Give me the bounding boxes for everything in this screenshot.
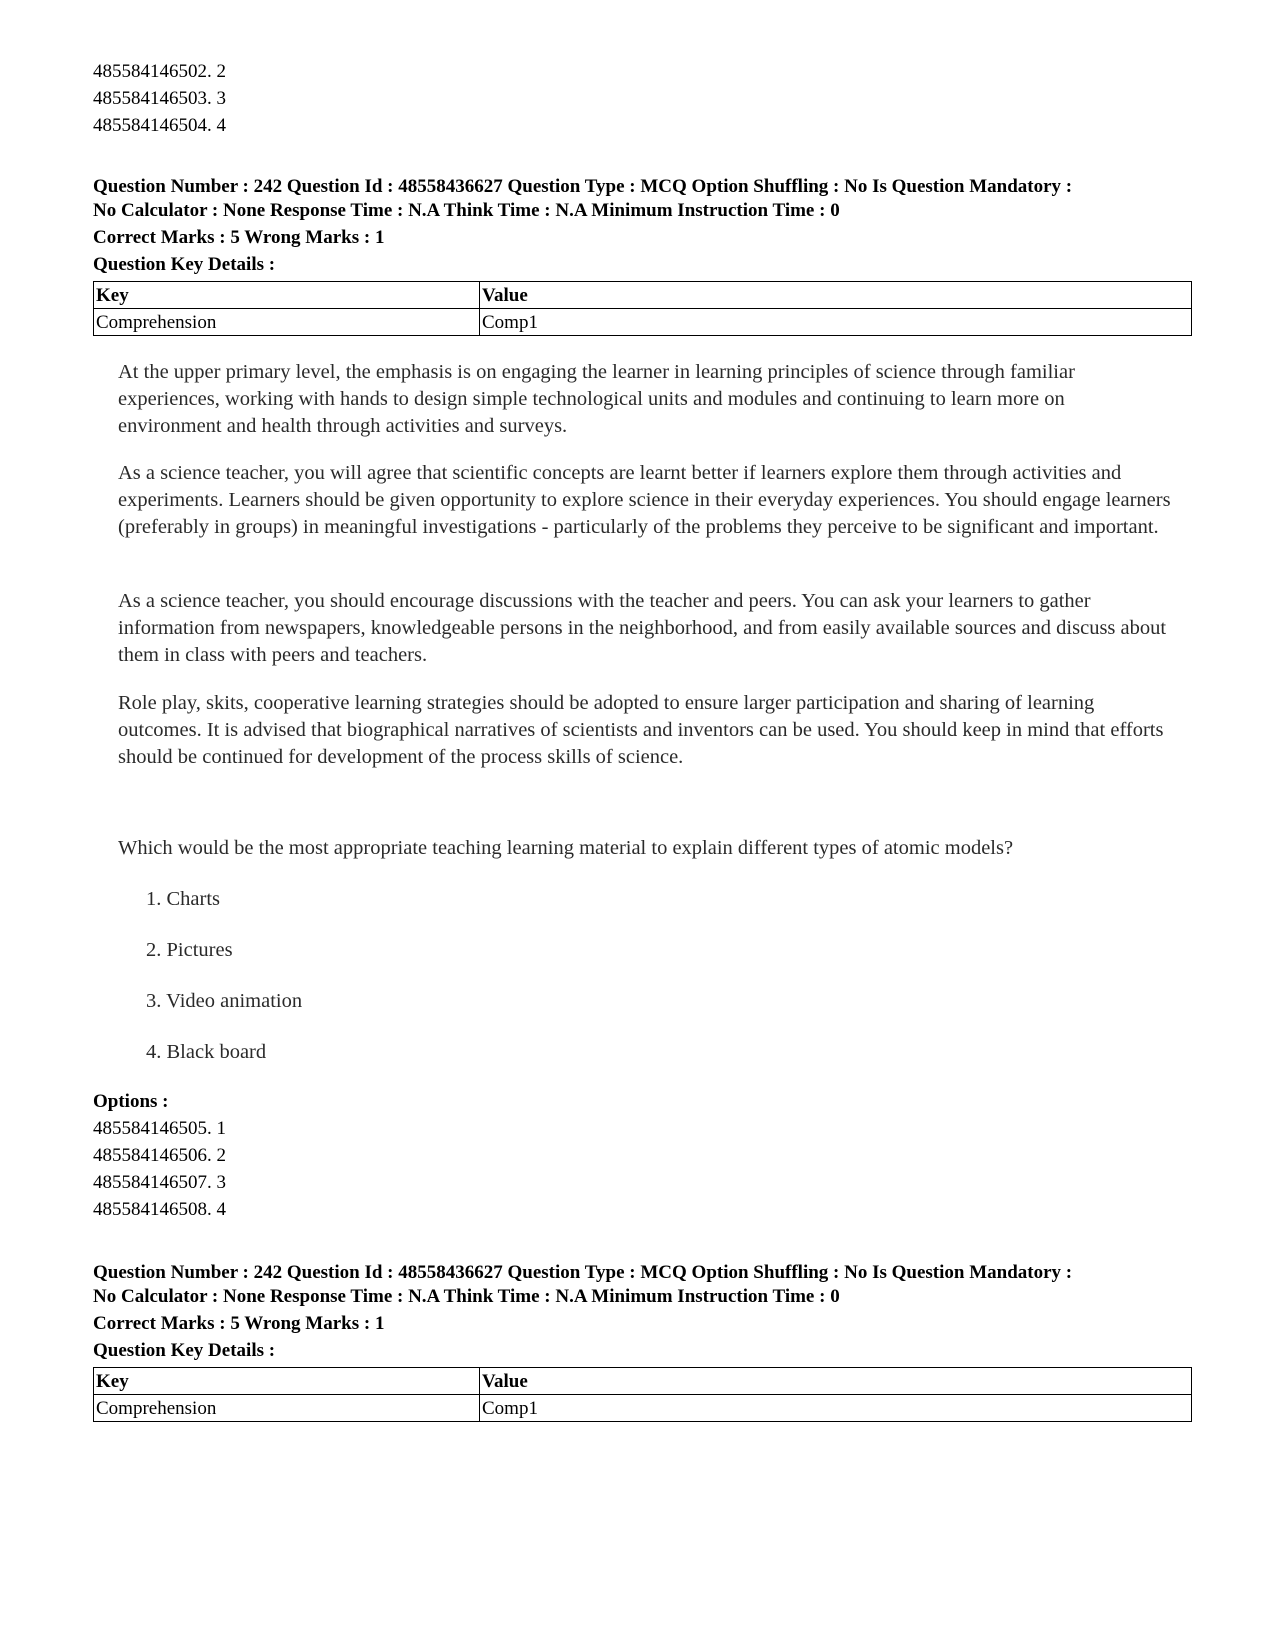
option-line: 485584146503. 3 bbox=[93, 88, 226, 109]
answer-choice: 2. Pictures bbox=[146, 939, 233, 961]
passage-paragraph: As a science teacher, you will agree that scientific concepts are learnt better if learners explore them through activities and experiments. Learners should be given opportunity to explore science in their everyday experiences. You should engage learners (preferably in groups) in meaningful investigations - particularly of the problems they perceive to be significant and important. bbox=[118, 462, 1171, 538]
option-line: 485584146505. 1 bbox=[93, 1118, 226, 1139]
question-meta-line-1: Question Number : 242 Question Id : 48558436627 Question Type : MCQ Option Shuffling : No Is Question Mandatory : bbox=[93, 1262, 1073, 1283]
key-details-label: Question Key Details : bbox=[93, 254, 276, 275]
table-header-key: Key bbox=[94, 1368, 480, 1395]
table-header-value: Value bbox=[480, 282, 1192, 309]
option-line: 485584146508. 4 bbox=[93, 1199, 226, 1220]
table-header-key: Key bbox=[94, 282, 480, 309]
question-meta-line-2: No Calculator : None Response Time : N.A Think Time : N.A Minimum Instruction Time : 0 bbox=[93, 1286, 840, 1307]
question-meta-line-1: Question Number : 242 Question Id : 48558436627 Question Type : MCQ Option Shuffling : No Is Question Mandatory : bbox=[93, 176, 1073, 197]
answer-choice: 1. Charts bbox=[146, 888, 221, 910]
answer-choice: 4. Black board bbox=[146, 1041, 267, 1063]
question-meta-line-2: No Calculator : None Response Time : N.A Think Time : N.A Minimum Instruction Time : 0 bbox=[93, 200, 840, 221]
question-meta bbox=[93, 175, 1203, 223]
marks-line: Correct Marks : 5 Wrong Marks : 1 bbox=[93, 1313, 385, 1334]
table-header-row bbox=[94, 1368, 1192, 1395]
table-header-row bbox=[94, 282, 1192, 309]
key-details-label: Question Key Details : bbox=[93, 1340, 276, 1361]
passage-paragraph: At the upper primary level, the emphasis is on engaging the learner in learning principles of science through familiar experiences, working with hands to design simple technological units and modules and continuing to learn more on environment and health through activities and surveys. bbox=[118, 361, 1075, 437]
answer-choice: 3. Video animation bbox=[146, 990, 303, 1012]
table-header-value: Value bbox=[480, 1368, 1192, 1395]
table-cell-value: Comp1 bbox=[480, 1395, 1192, 1422]
table-cell-key: Comprehension bbox=[94, 309, 480, 336]
question-meta bbox=[93, 1261, 1203, 1309]
table-row bbox=[94, 309, 1192, 336]
options-label: Options : bbox=[93, 1091, 169, 1112]
marks-line: Correct Marks : 5 Wrong Marks : 1 bbox=[93, 227, 385, 248]
key-details-table bbox=[93, 1367, 1192, 1422]
option-line: 485584146502. 2 bbox=[93, 61, 226, 82]
passage-paragraph: As a science teacher, you should encourage discussions with the teacher and peers. You can ask your learners to gather information from newspapers, knowledgeable persons in the neighborhood, and from easily available sources and discuss about them in class with peers and teachers. bbox=[118, 590, 1167, 666]
key-details-table bbox=[93, 281, 1192, 336]
table-cell-key: Comprehension bbox=[94, 1395, 480, 1422]
question-text: Which would be the most appropriate teaching learning material to explain different types of atomic models? bbox=[118, 837, 1014, 859]
table-cell-value: Comp1 bbox=[480, 309, 1192, 336]
option-line: 485584146504. 4 bbox=[93, 115, 226, 136]
table-row bbox=[94, 1395, 1192, 1422]
option-line: 485584146506. 2 bbox=[93, 1145, 226, 1166]
passage-paragraph: Role play, skits, cooperative learning strategies should be adopted to ensure larger participation and sharing of learning outcomes. It is advised that biographical narratives of scientists and inventors can be used. You should keep in mind that efforts should be continued for development of the process skills of science. bbox=[118, 692, 1164, 768]
option-line: 485584146507. 3 bbox=[93, 1172, 226, 1193]
